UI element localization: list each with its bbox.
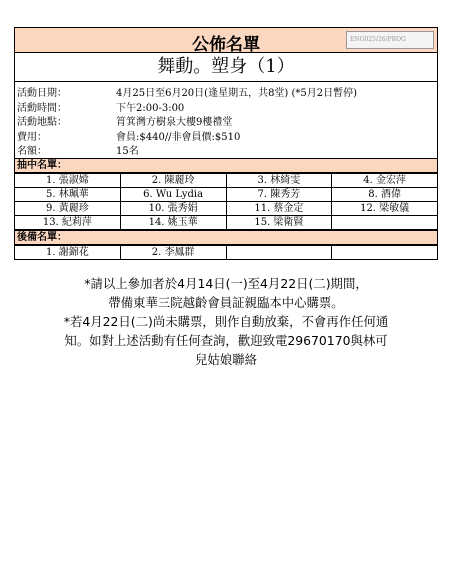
name-cell: 9. 黃麗珍: [15, 201, 121, 215]
activity-info: [14, 82, 438, 158]
name-cell: 1. 謝錦花: [15, 245, 121, 259]
info-value: 筲箕灣方樹泉大樓9樓禮堂: [116, 117, 233, 128]
name-cell: 13. 紀莉萍: [15, 215, 121, 229]
name-cell: 3. 林綺雯: [226, 173, 332, 187]
selected-list-heading: 抽中名單：: [14, 158, 438, 173]
info-value: 15名: [116, 146, 139, 157]
info-label: 活動時間：: [17, 102, 67, 114]
name-cell: 10. 張秀娟: [120, 201, 226, 215]
info-label: 活動日期：: [17, 88, 67, 99]
info-label: 費用：: [17, 131, 47, 143]
name-cell: 11. 蔡金定: [226, 201, 332, 215]
note-line: 知。如對上述活動有任何查詢，歡迎致電29670170與林可: [64, 333, 388, 348]
note-line: 兒姑娘聯絡: [195, 352, 257, 367]
name-cell: 14. 姚玉華: [120, 215, 226, 229]
announcement-sheet: [14, 27, 438, 260]
purchase-notes: [14, 274, 438, 369]
name-cell: 4. 金宏萍: [332, 173, 438, 187]
name-cell: 6. Wu Lydia: [120, 187, 226, 201]
info-row-time: [15, 98, 437, 113]
name-cell: [332, 245, 438, 259]
selected-list-table: [14, 173, 438, 230]
title-bar: [14, 27, 438, 53]
table-row: [15, 245, 438, 259]
note-line: *請以上參加者於4月14日(一)至4月22日(二)期間，: [84, 276, 368, 291]
name-cell: 7. 陳秀芳: [226, 187, 332, 201]
note-line: 帶備東華三院越齡會員証親臨本中心購票。: [108, 295, 344, 310]
waitlist-heading: 後備名單：: [14, 230, 438, 245]
reference-code-box: ENG025/26/PROG: [346, 31, 434, 49]
note-line: *若4月22日(二)尚未購票，則作自動放棄，不會再作任何通: [63, 314, 389, 329]
name-cell: 12. 梁敏儀: [332, 201, 438, 215]
info-row-fee: [15, 127, 437, 142]
name-cell: 2. 陳麗玲: [120, 173, 226, 187]
info-row-quota: [15, 141, 437, 156]
table-row: [15, 201, 438, 215]
name-cell: 15. 梁衛賢: [226, 215, 332, 229]
name-cell: 2. 李鳳群: [120, 245, 226, 259]
info-row-date: [15, 83, 437, 98]
info-label: 活動地點：: [17, 117, 67, 128]
page-title: 公佈名單: [192, 35, 260, 55]
name-cell: 1. 張淑嫦: [15, 173, 121, 187]
activity-title: 舞動。塑身（1）: [14, 53, 438, 82]
name-cell: [332, 215, 438, 229]
table-row: [15, 187, 438, 201]
table-row: [15, 215, 438, 229]
waitlist-table: [14, 245, 438, 260]
info-value: 4月25日至6月20日(逢星期五，共8堂) (*5月2日暫停): [116, 88, 358, 99]
info-row-venue: [15, 112, 437, 127]
name-cell: 8. 酒偉: [332, 187, 438, 201]
info-value: 下午2:00-3:00: [116, 102, 185, 114]
info-value: 會員:$440//非會員價:$510: [116, 131, 241, 143]
table-row: [15, 173, 438, 187]
info-label: 名額：: [17, 146, 47, 157]
name-cell: [226, 245, 332, 259]
name-cell: 5. 林珮華: [15, 187, 121, 201]
